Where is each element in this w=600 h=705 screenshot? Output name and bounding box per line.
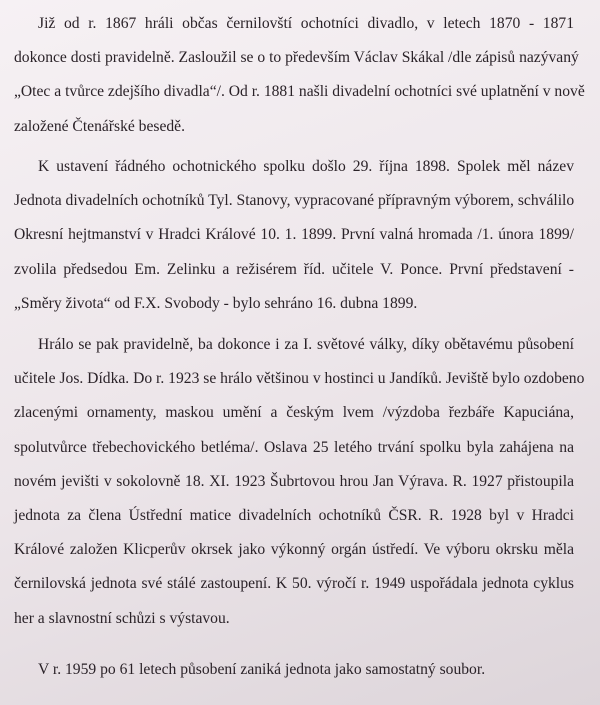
text-line: V r. 1959 po 61 letech působení zaniká jednota jako samostatný soubor.: [38, 661, 486, 678]
text-line: založené Čtenářské besedě.: [14, 117, 186, 135]
text-line: Již od r. 1867 hráli občas černilovští ochotníci divadlo, v letech 1870 - 1871: [38, 15, 574, 32]
paragraph-society-founding: [14, 150, 574, 321]
paragraph-dissolution: [14, 653, 574, 687]
paragraph-regular-performances: [14, 328, 585, 636]
text-line: Hrálo se pak pravidelně, ba dokonce i za I. světové války, díky obětavému působení: [38, 336, 574, 353]
text-line: „Otec a tvůrce zdejšího divadla“/. Od r. 1881 našli divadelní ochotníci své uplatnění v nově: [14, 83, 585, 101]
text-line: Okresní hejtmanství v Hradci Králové 10. 1. 1899. První valná hromada /1. února 1899/: [14, 226, 574, 244]
text-line: Králové založen Klicperův okrsek jako výkonný orgán ústředí. Ve výboru okrsku měla: [14, 541, 574, 559]
text-line: K ustavení řádného ochotnického spolku došlo 29. října 1898. Spolek měl název: [38, 158, 574, 175]
text-line: Jednota divadelních ochotníků Tyl. Stanovy, vypracované přípravným výborem, schválilo: [14, 192, 575, 210]
paragraph-history-beginnings: [14, 7, 585, 144]
text-line: zvolila předsedou Em. Zelinku a režisérem říd. učitele V. Ponce. První představení -: [14, 260, 574, 278]
text-line: her a slavnostní schůzi s výstavou.: [14, 609, 230, 627]
text-line: jednota za člena Ústřední matice divadelních ochotníků ČSR. R. 1928 byl v Hradci: [14, 507, 574, 525]
text-line: „Směry života“ od F.X. Svobody - bylo sehráno 16. dubna 1899.: [14, 294, 418, 312]
text-line: spolutvůrce třebechovického betléma/. Oslava 25 letého trvání spolku byla zahájena na: [14, 438, 574, 456]
text-line: zlacenými ornamenty, maskou umění a českým lvem /výzdoba řezbáře Kapuciána,: [14, 404, 574, 422]
text-line: novém jevišti v sokolovně 18. XI. 1923 Šubrtovou hrou Jan Výrava. R. 1927 přistoupila: [14, 472, 574, 490]
text-line: dokonce dosti pravidelně. Zasloužil se o to především Václav Skákal /dle zápisů nazývaný: [14, 49, 579, 67]
text-line: černilovská jednota své stálé zastoupení. K 50. výročí r. 1949 uspořádala jednota cyklus: [14, 575, 574, 593]
text-line: učitele Jos. Dídka. Do r. 1923 se hrálo většinou v hostinci u Jandíků. Jeviště bylo ozdobeno: [14, 370, 585, 388]
